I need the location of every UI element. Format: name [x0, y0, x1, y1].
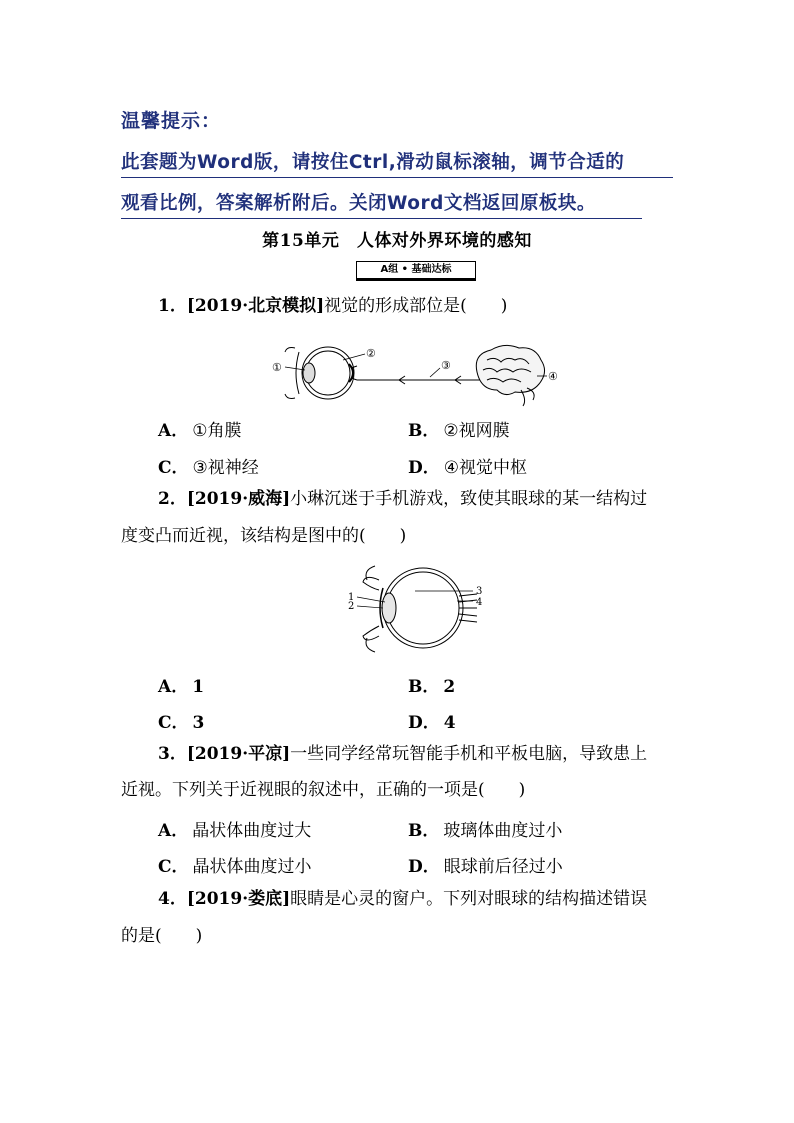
question-2-text-1: 小琳沉迷于手机游戏，致使其眼球的某一结构过 — [290, 489, 648, 509]
question-4-line-2 — [121, 918, 202, 954]
q3-option-d-key: D． — [408, 857, 440, 877]
q2-option-c-key: C． — [158, 713, 189, 733]
q2-option-d-key: D． — [408, 713, 440, 733]
q1-option-a[interactable] — [158, 416, 241, 441]
group-badge: A组 • 基础达标 — [356, 261, 476, 279]
q2-option-a[interactable] — [158, 672, 204, 697]
q2-option-c-text: 3 — [192, 713, 205, 733]
q2-option-a-key: A． — [158, 677, 189, 697]
tip-line-1: 此套题为Word版，请按住Ctrl,滑动鼠标滚轴，调节合适的 — [121, 148, 673, 178]
question-2-text-2: 度变凸而近视，该结构是图中的( ) — [121, 526, 407, 546]
question-4-number: 4． — [158, 889, 187, 909]
question-2-line-2 — [121, 518, 406, 554]
q3-option-b-key: B． — [408, 821, 440, 841]
q2-option-b-text: 2 — [443, 677, 456, 697]
question-4-line-1 — [158, 881, 647, 917]
q3-option-b[interactable] — [408, 816, 562, 841]
question-3-number: 3． — [158, 744, 187, 764]
figure-1-label-2: ② — [366, 347, 376, 360]
figure-2-label-2: 2 — [348, 601, 355, 612]
question-2-source: [2019·威海] — [186, 489, 291, 509]
q3-option-a-text: 晶状体曲度过大 — [192, 821, 312, 841]
question-2-line-1 — [158, 481, 647, 517]
q3-option-c-text: 晶状体曲度过小 — [192, 857, 312, 877]
q1-option-b[interactable] — [408, 416, 510, 441]
q1-option-d-key: D． — [408, 458, 440, 478]
q3-option-a[interactable] — [158, 816, 311, 841]
q2-option-c[interactable] — [158, 708, 204, 733]
tip-line-2: 观看比例，答案解析附后。关闭Word文档返回原板块。 — [121, 189, 642, 219]
q1-option-b-text: ②视网膜 — [443, 421, 510, 441]
q3-option-a-key: A． — [158, 821, 189, 841]
question-4-text-2: 的是( ) — [121, 926, 203, 946]
question-1-source: [2019·北京模拟] — [186, 296, 325, 316]
eyeball-icon — [363, 566, 477, 652]
q3-option-c-key: C． — [158, 857, 189, 877]
question-3-line-1 — [158, 736, 647, 772]
q1-option-b-key: B． — [408, 421, 440, 441]
q1-option-a-text: ①角膜 — [192, 421, 242, 441]
question-4-source: [2019·娄底] — [186, 889, 291, 909]
q1-option-d[interactable] — [408, 453, 527, 478]
figure-2-label-4: 4 — [476, 597, 483, 608]
question-1-number: 1． — [158, 296, 187, 316]
q2-option-b[interactable] — [408, 672, 455, 697]
q3-option-b-text: 玻璃体曲度过小 — [443, 821, 563, 841]
question-1 — [158, 288, 507, 324]
figure-2-label-3: 3 — [476, 586, 483, 597]
brain-icon — [476, 345, 544, 406]
q1-option-a-key: A． — [158, 421, 189, 441]
q3-option-d[interactable] — [408, 852, 563, 877]
figure-2-label-1: 1 — [348, 592, 355, 603]
eyeball-figure — [345, 560, 490, 660]
question-3-line-2 — [121, 772, 525, 808]
q2-option-d[interactable] — [408, 708, 456, 733]
q1-option-c[interactable] — [158, 453, 259, 478]
q2-option-b-key: B． — [408, 677, 440, 697]
eye-icon — [285, 347, 357, 399]
question-3-text-2: 近视。下列关于近视眼的叙述中，正确的一项是( ) — [121, 780, 526, 800]
question-3-source: [2019·平凉] — [186, 744, 291, 764]
question-3-text-1: 一些同学经常玩智能手机和平板电脑，导致患上 — [290, 744, 648, 764]
visual-pathway-figure — [265, 340, 565, 410]
q1-option-c-text: ③视神经 — [192, 458, 259, 478]
figure-1-label-4: ④ — [548, 370, 558, 383]
q2-option-a-text: 1 — [192, 677, 205, 697]
figure-1-label-1: ① — [272, 361, 282, 374]
q3-option-c[interactable] — [158, 852, 312, 877]
q1-option-c-key: C． — [158, 458, 189, 478]
question-2-number: 2． — [158, 489, 187, 509]
q1-option-d-text: ④视觉中枢 — [443, 458, 527, 478]
q3-option-d-text: 眼球前后径过小 — [443, 857, 563, 877]
unit-title: 第15单元 人体对外界环境的感知 — [262, 231, 532, 251]
question-4-text-1: 眼睛是心灵的窗户。下列对眼球的结构描述错误 — [290, 889, 648, 909]
question-1-text: 视觉的形成部位是( ) — [324, 296, 508, 316]
tip-title: 温馨提示： — [121, 110, 222, 132]
q2-option-d-text: 4 — [443, 713, 456, 733]
figure-1-label-3: ③ — [441, 359, 451, 372]
